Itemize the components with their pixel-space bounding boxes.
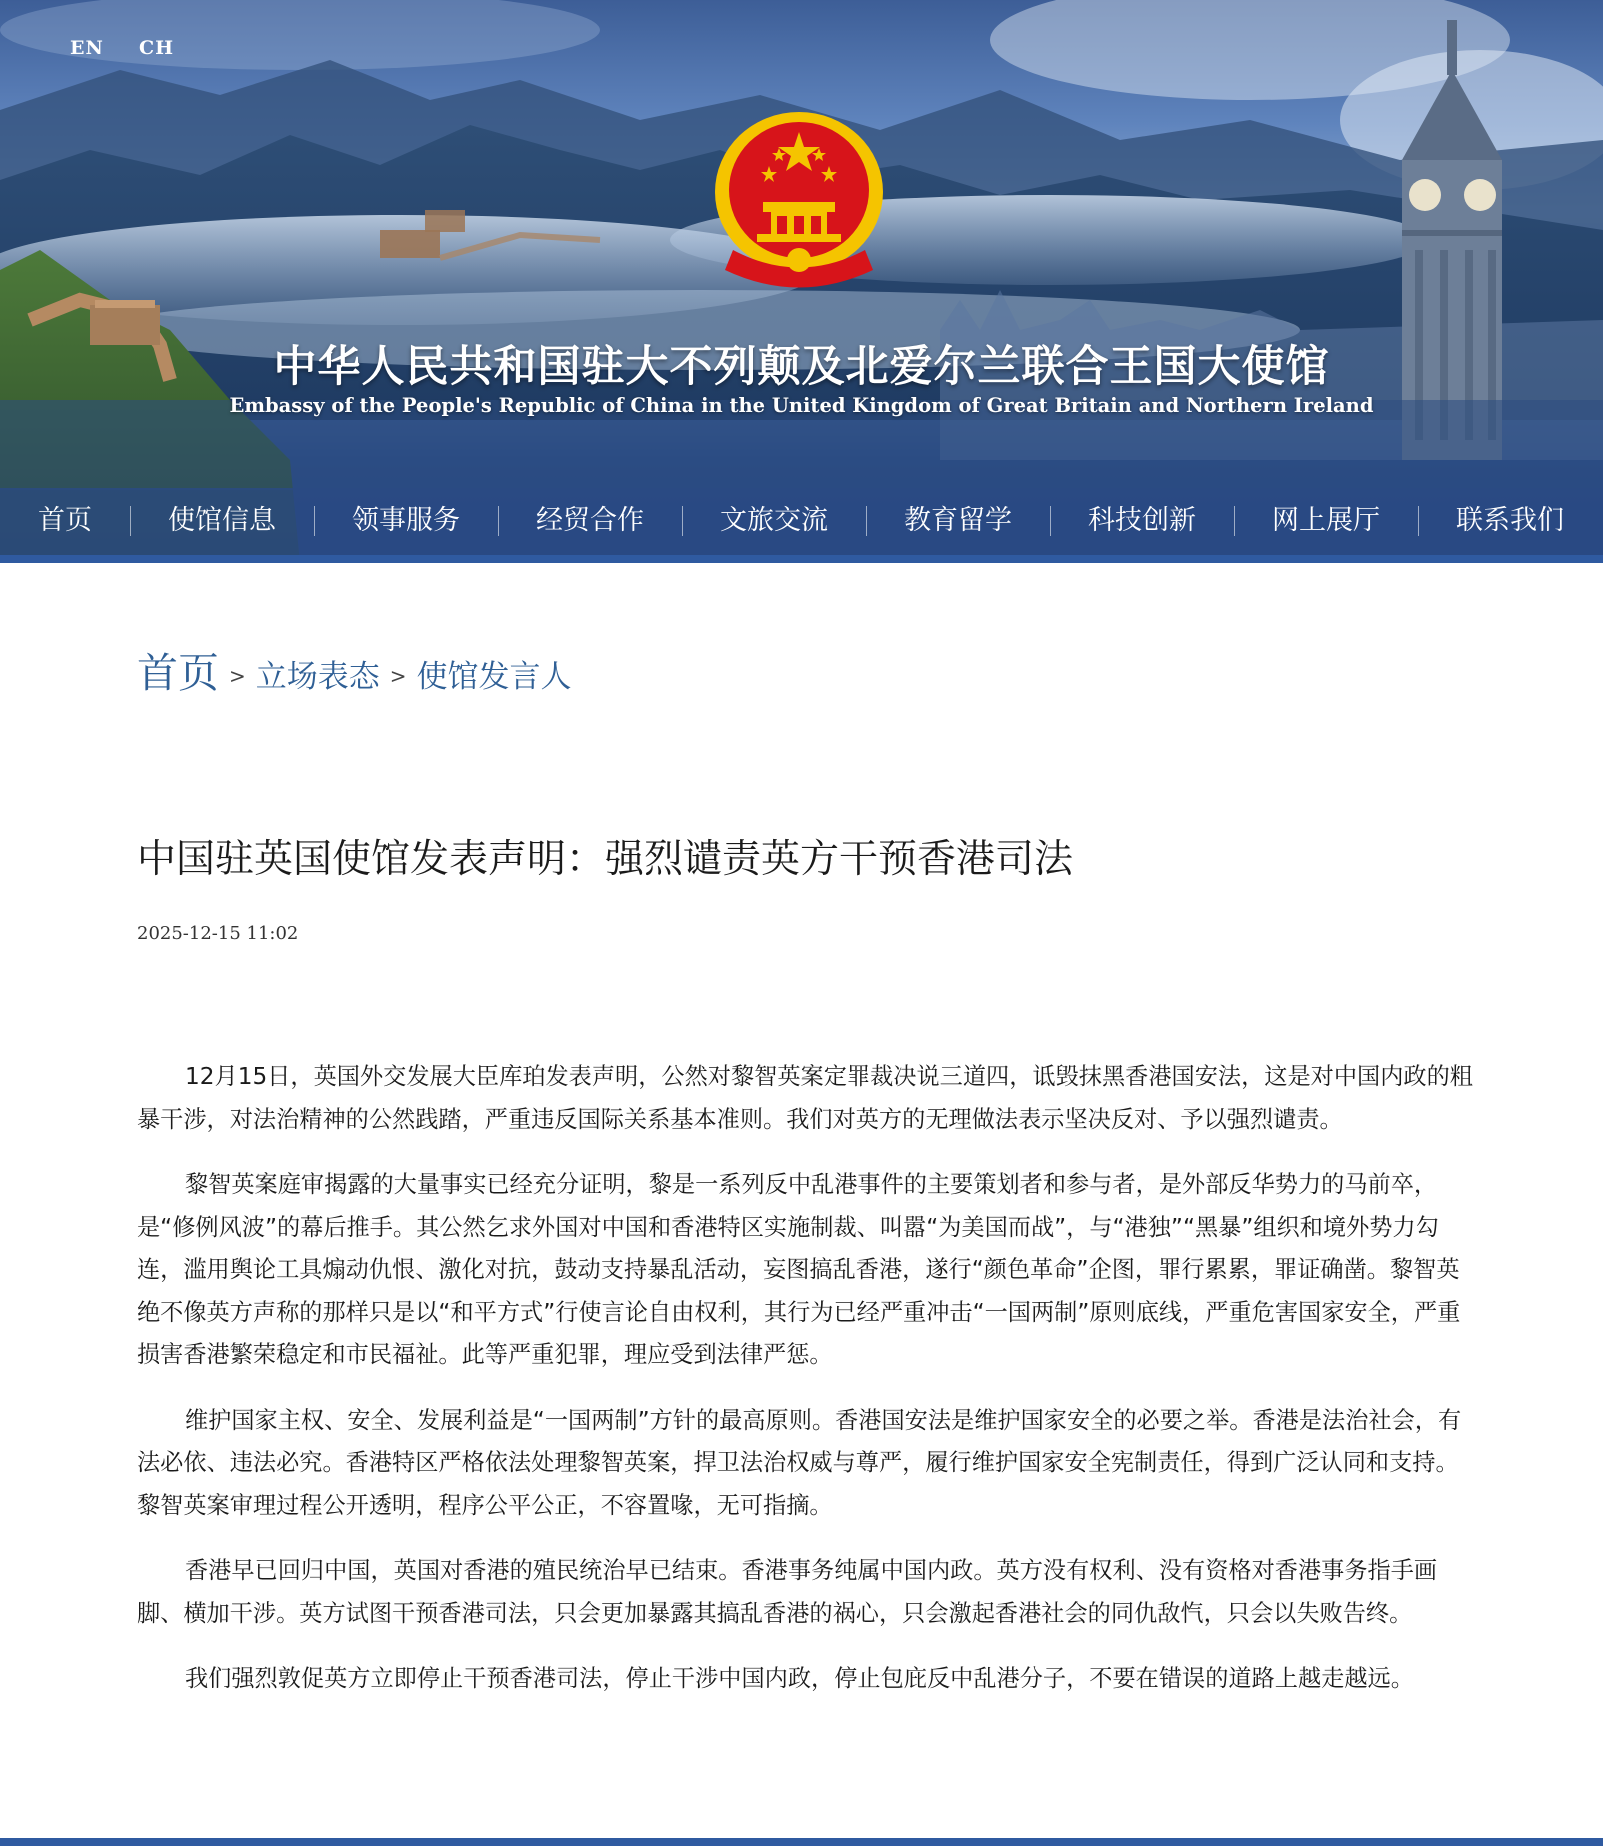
footer-bar (0, 1838, 1603, 1846)
article-paragraph: 香港早已回归中国，英国对香港的殖民统治早已结束。香港事务纯属中国内政。英方没有权利、没有资格对香港事务指手画脚、横加干涉。英方试图干预香港司法，只会更加暴露其搞乱香港的祸心，只会激起香港社会的同仇敌忾，只会以失败告终。 (137, 1557, 1438, 1627)
breadcrumb-arrow: > (389, 664, 407, 688)
article-title: 中国驻英国使馆发表声明：强烈谴责英方干预香港司法 (137, 837, 1074, 882)
breadcrumb-spokesperson[interactable]: 使馆发言人 (416, 659, 572, 695)
nav-separator (130, 506, 131, 536)
breadcrumb-position-statements[interactable]: 立场表态 (255, 659, 380, 695)
lang-en-link[interactable]: EN (70, 37, 104, 59)
national-emblem-icon (713, 110, 885, 296)
header-banner (0, 0, 1603, 563)
article-body (137, 1056, 1477, 1724)
nav-separator (1050, 506, 1051, 536)
embassy-title-english: Embassy of the People's Republic of China in the United Kingdom of Great Britain and Northern Ireland (229, 394, 1374, 417)
lang-ch-link[interactable]: CH (139, 37, 175, 59)
main-nav (0, 488, 1603, 555)
nav-bottom-bar (0, 555, 1603, 563)
nav-separator (682, 506, 683, 536)
nav-separator (314, 506, 315, 536)
nav-separator (866, 506, 867, 536)
article-paragraph: 我们强烈敦促英方立即停止干预香港司法，停止干涉中国内政，停止包庇反中乱港分子，不要在错误的道路上越走越远。 (185, 1665, 1414, 1692)
nav-item-culture[interactable]: 文旅交流 (720, 505, 828, 536)
article-paragraph: 维护国家主权、安全、发展利益是“一国两制”方针的最高原则。香港国安法是维护国家安全的必要之举。香港是法治社会，有法必依、违法必究。香港特区严格依法处理黎智英案，捍卫法治权威与尊严，履行维护国家安全宪制责任，得到广泛认同和支持。黎智英案审理过程公开透明，程序公平公正，不容置喙，无可指摘。 (137, 1406, 1462, 1519)
nav-item-home[interactable]: 首页 (38, 505, 92, 536)
article-date: 2025-12-15 11:02 (137, 923, 299, 944)
nav-separator (1418, 506, 1419, 536)
nav-item-consular[interactable]: 领事服务 (352, 505, 460, 536)
nav-separator (498, 506, 499, 536)
embassy-title-chinese: 中华人民共和国驻大不列颠及北爱尔兰联合王国大使馆 (273, 342, 1330, 392)
nav-item-trade[interactable]: 经贸合作 (536, 505, 644, 536)
nav-item-exhibition[interactable]: 网上展厅 (1272, 505, 1380, 536)
article-paragraph: 12月15日，英国外交发展大臣库珀发表声明，公然对黎智英案定罪裁决说三道四，诋毁抹黑香港国安法，这是对中国内政的粗暴干涉，对法治精神的公然践踏，严重违反国际关系基本准则。我们对英方的无理做法表示坚决反对、予以强烈谴责。 (137, 1063, 1473, 1133)
breadcrumb-home[interactable]: 首页 (137, 649, 219, 697)
nav-separator (1234, 506, 1235, 536)
nav-item-embassy-info[interactable]: 使馆信息 (168, 505, 276, 536)
nav-item-contact[interactable]: 联系我们 (1456, 505, 1564, 536)
nav-item-science[interactable]: 科技创新 (1088, 505, 1196, 536)
breadcrumb-arrow: > (229, 664, 246, 688)
nav-item-education[interactable]: 教育留学 (904, 505, 1012, 536)
breadcrumb (137, 640, 572, 699)
article-paragraph: 黎智英案庭审揭露的大量事实已经充分证明，黎是一系列反中乱港事件的主要策划者和参与者，是外部反华势力的马前卒，是“修例风波”的幕后推手。其公然乞求外国对中国和香港特区实施制裁、叫嚣“为美国而战”，与“港独”“黑暴”组织和境外势力勾连，滥用舆论工具煽动仇恨、激化对抗，鼓动支持暴乱活动，妄图搞乱香港，遂行“颜色革命”企图，罪行累累，罪证确凿。黎智英绝不像英方声称的那样只是以“和平方式”行使言论自由权利，其行为已经严重冲击“一国两制”原则底线，严重危害国家安全，严重损害香港繁荣稳定和市民福祉。此等严重犯罪，理应受到法律严惩。 (137, 1171, 1461, 1368)
